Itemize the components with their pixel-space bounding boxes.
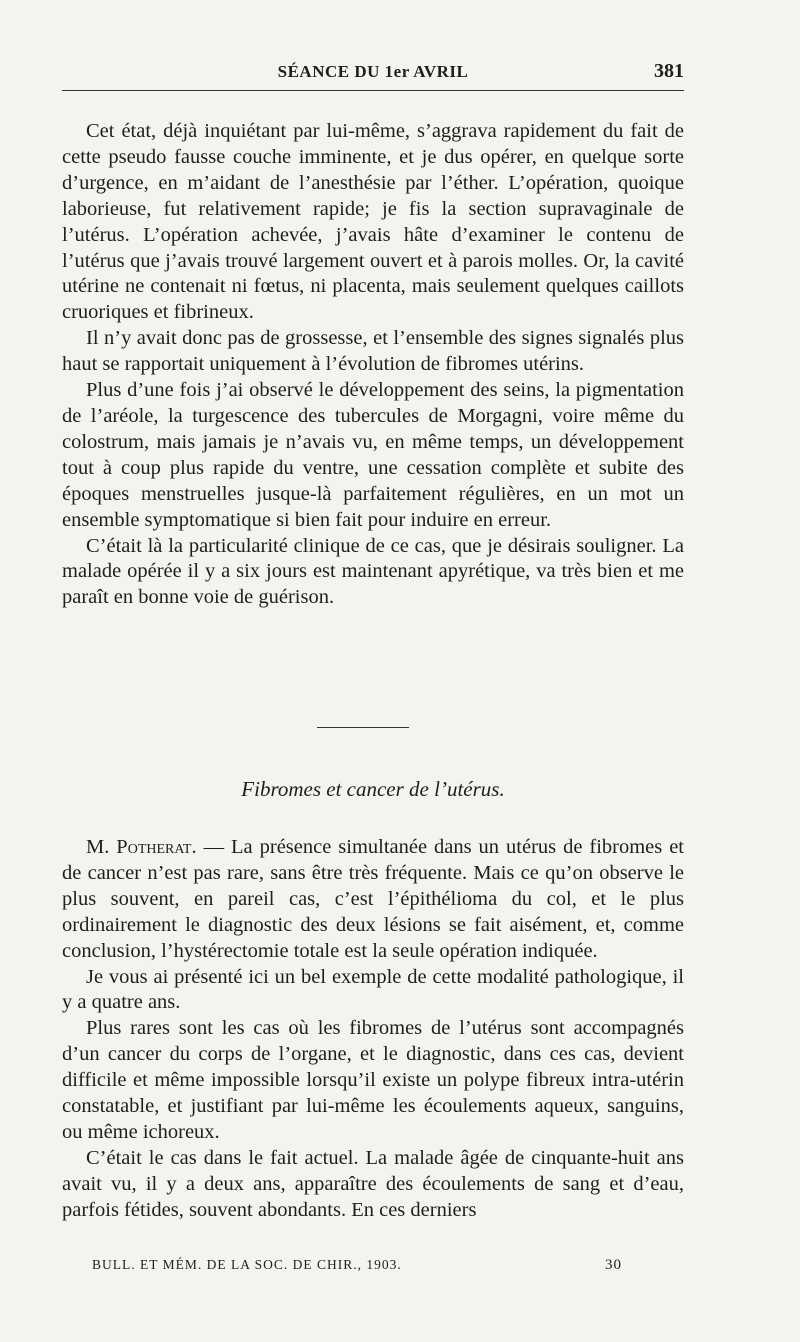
paragraph <box>62 835 684 965</box>
bulletin-reference: BULL. ET MÉM. DE LA SOC. DE CHIR., 1903. <box>92 1257 402 1272</box>
signature-mark: 30 <box>605 1257 622 1273</box>
paragraph: Il n’y avait donc pas de grossesse, et l’ensemble des signes signalés plus haut se rapportait uniquement à l’évolution de fibromes utérins. <box>62 327 684 376</box>
running-title: SÉANCE DU 1er AVRIL <box>277 62 469 81</box>
paragraph: Je vous ai présenté ici un bel exemple de cette modalité pathologique, il y a quatre ans. <box>62 965 684 1014</box>
author-name: M. Potherat. <box>86 836 197 858</box>
paragraph: C’était là la particularité clinique de ce cas, que je désirais souligner. La malade opérée il y a six jours est maintenant apyrétique, va très bien et me paraît en bonne voie de guérison. <box>62 534 684 609</box>
paragraph: Cet état, déjà inquiétant par lui-même, s’aggrava rapidement du fait de cette pseudo fausse couche imminente, et je dus opérer, en quelque sorte d’urgence, en m’aidant de l’anesthésie par l’éther. L’opération, quoique laborieuse, fut relativement rapide; je fis la section supravaginale de l’utérus. L’opération achevée, j’avais hâte d’examiner le contenu de l’utérus que j’avais trouvé largement ouvert et à parois molles. Or, la cavité utérine ne contenait ni fœtus, ni placenta, mais seulement quelques caillots cruoriques et fibrineux. <box>62 120 684 324</box>
case-discussion-text <box>62 119 684 611</box>
page-number: 381 <box>654 60 684 82</box>
section-title: Fibromes et cancer de l’utérus. <box>241 777 505 801</box>
section-body-text <box>62 835 684 1224</box>
paragraph: Plus rares sont les cas où les fibromes de l’utérus sont accompagnés d’un cancer du corps de l’organe, et le diagnostic, dans ces cas, devient difficile et même impossible lorsqu’il existe un polype fibreux intra-utérin constatable, et justifiant par lui-même les écoulements aqueux, sanguins, ou même ichoreux. <box>62 1017 684 1143</box>
running-header <box>62 60 684 91</box>
section-separator <box>317 727 409 728</box>
paragraph: Plus d’une fois j’ai observé le développement des seins, la pigmentation de l’aréole, la turgescence des tubercules de Morgagni, voire même du colostrum, mais jamais je n’avais vu, en même temps, un développement tout à coup plus rapide du ventre, une cessation complète et subite des époques menstruelles jusque-là parfaitement régulières, en un mot un ensemble symptomatique si bien fait pour induire en erreur. <box>62 379 684 531</box>
paragraph: C’était le cas dans le fait actuel. La malade âgée de cinquante-huit ans avait vu, il y a deux ans, apparaître des écoulements de sang et d’eau, parfois fétides, souvent abondants. En ces derniers <box>62 1146 684 1221</box>
paragraph-text: — La présence simultanée dans un utérus de fibromes et de cancer n’est pas rare, sans être très fréquente. Mais ce qu’on observe le plus souvent, en pareil cas, c’est l’épithélioma du col, et le plus ordinairement le diagnostic des deux lésions se fait aisément, et, comme conclusion, l’hystérectomie totale est la seule opération indiquée. <box>62 836 684 962</box>
